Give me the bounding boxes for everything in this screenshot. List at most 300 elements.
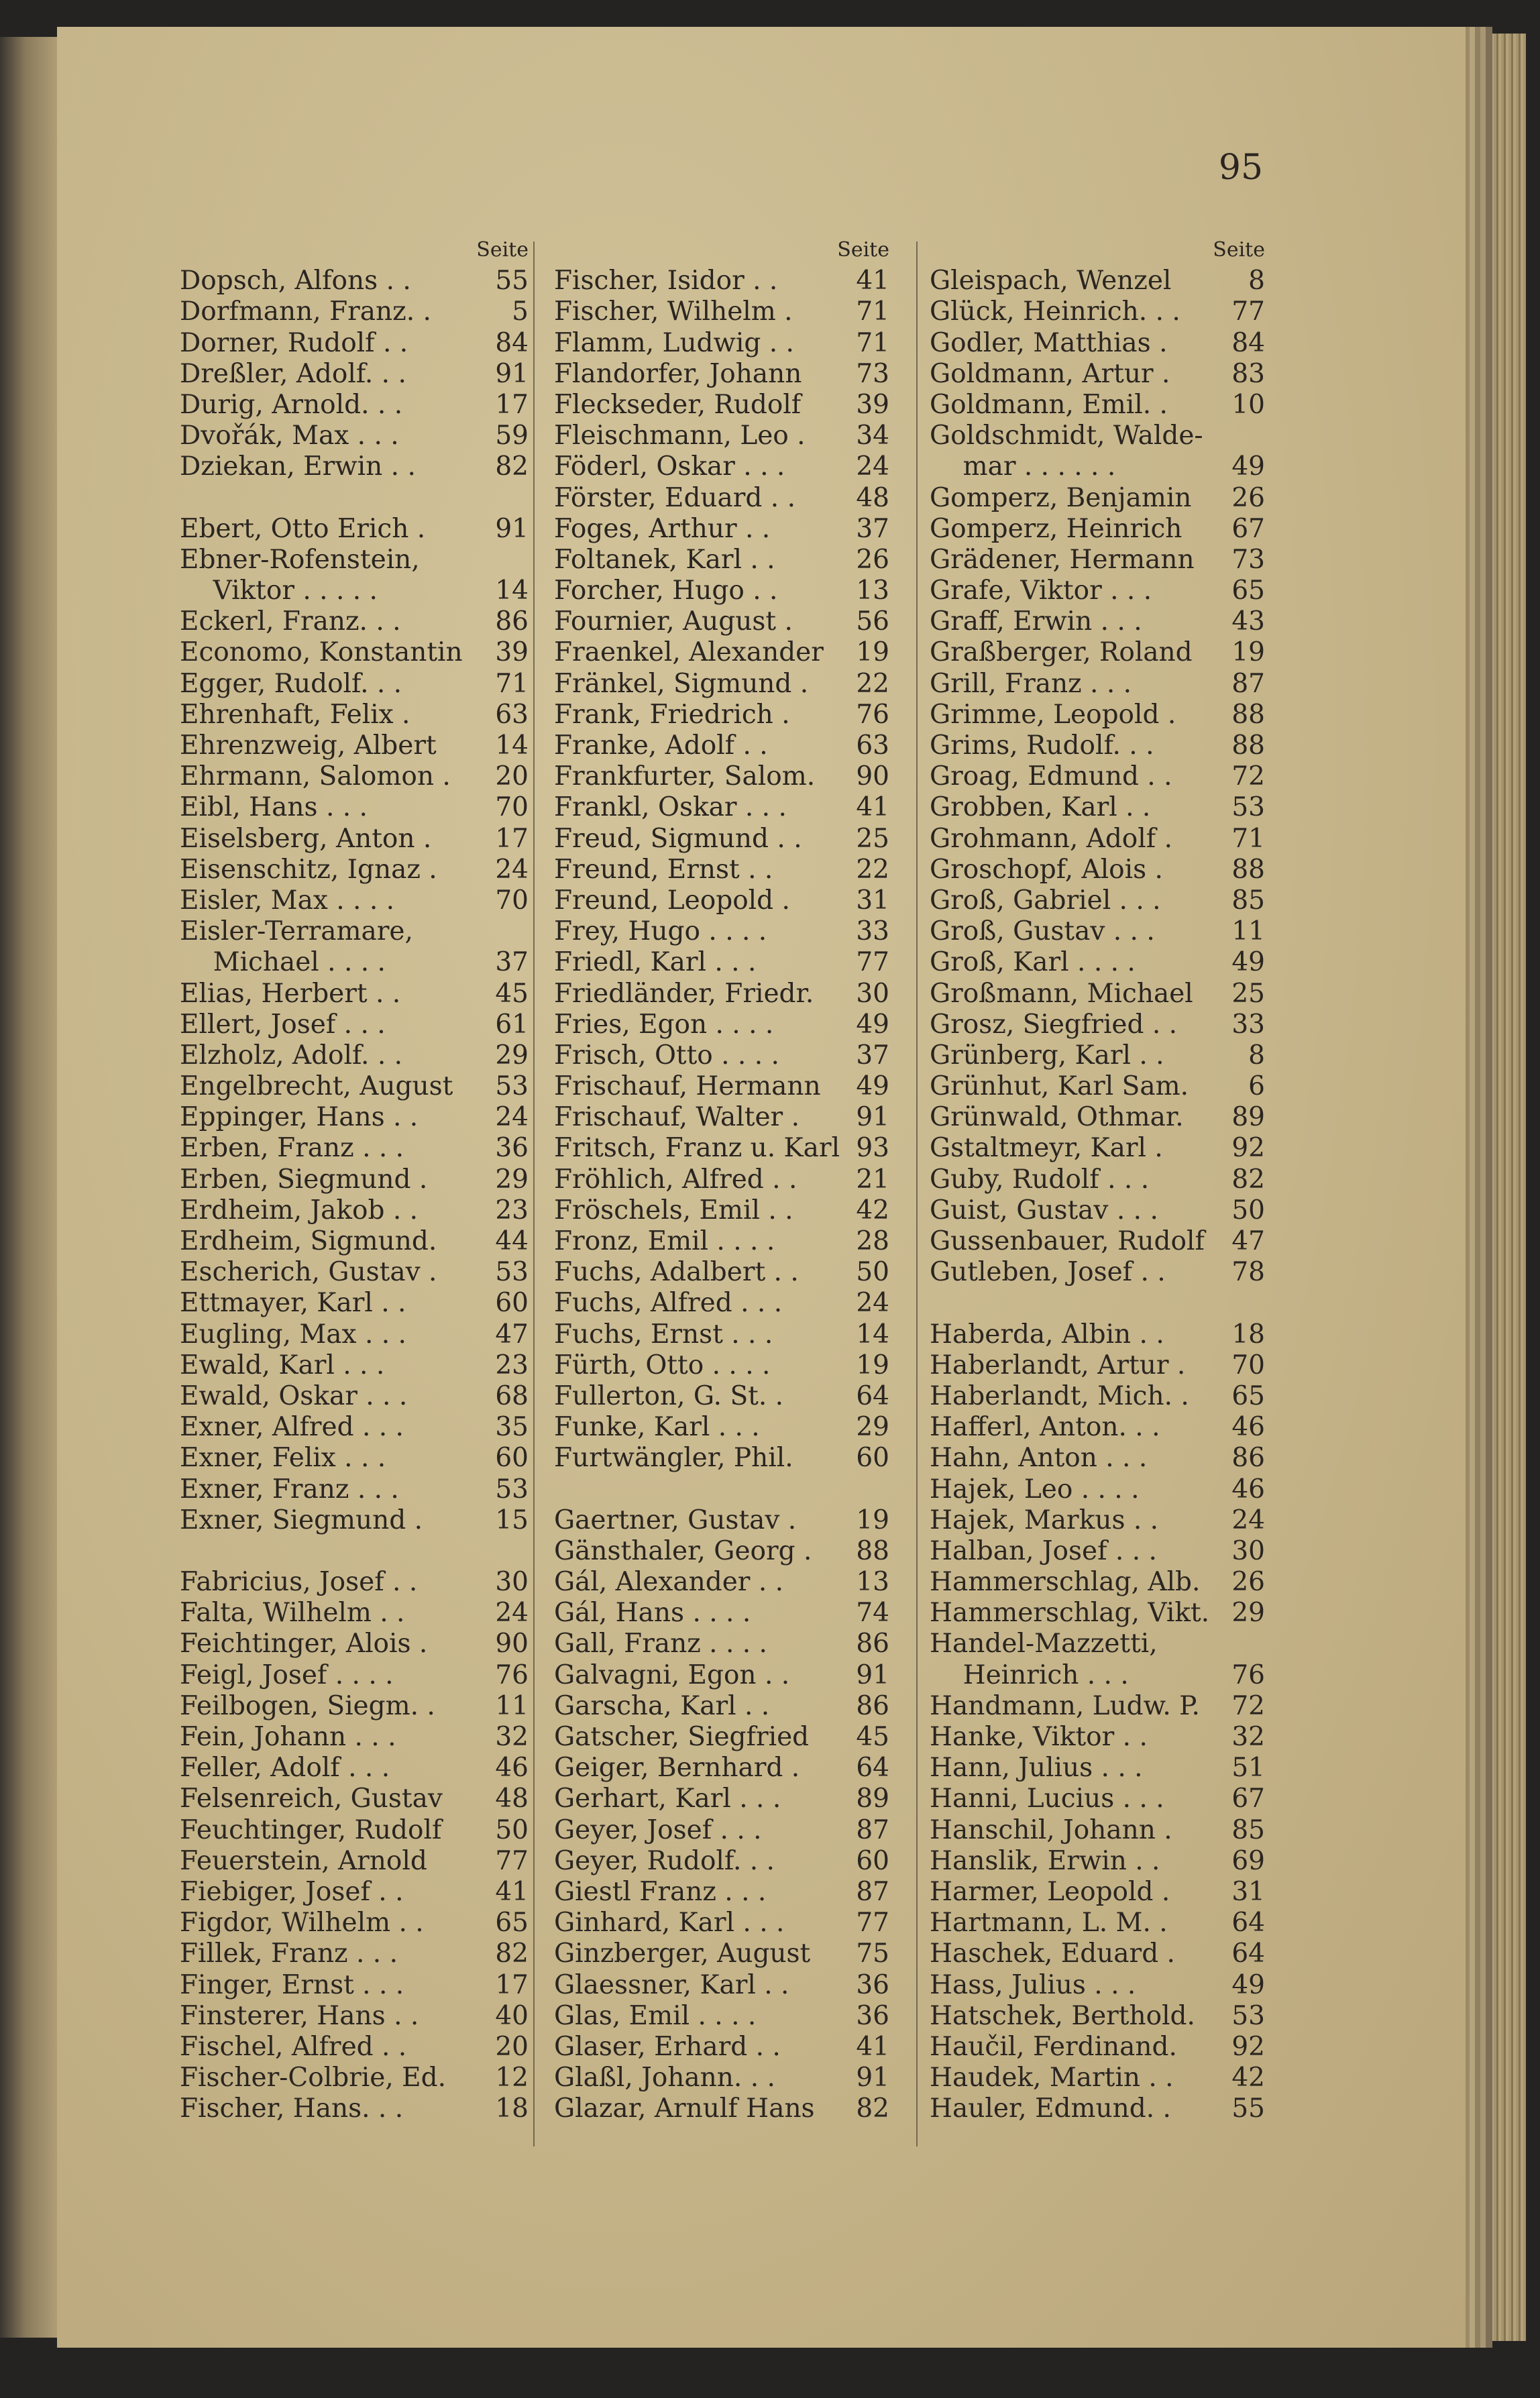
entry-page: 19 [856, 1350, 889, 1380]
entry-page: 36 [856, 1969, 889, 2000]
entry-page: 71 [856, 327, 889, 358]
entry-page: 53 [495, 1257, 529, 1288]
entry-name: Graff, Erwin . . . [930, 606, 1142, 637]
entry-name: Hafferl, Anton. . . [930, 1412, 1160, 1443]
entry-page: 82 [856, 2093, 889, 2124]
entry-name: Eisler-Terramare, [180, 916, 413, 947]
index-entry [554, 1877, 889, 1908]
entry-name: Hanni, Lucius . . . [930, 1784, 1164, 1814]
index-entry [180, 1505, 529, 1536]
entry-name: Haschek, Eduard . [930, 1939, 1175, 1969]
entry-page: 22 [856, 854, 889, 885]
index-entry [554, 2001, 889, 2032]
entry-name: Gutleben, Josef . . [930, 1257, 1166, 1288]
entry-name: Gomperz, Benjamin [930, 482, 1192, 513]
entry-page: 64 [1231, 1939, 1265, 1969]
index-entry [930, 792, 1265, 823]
entry-name: Glas, Emil . . . . [554, 2000, 757, 2031]
entry-page: 91 [856, 2063, 889, 2093]
entry-name: Escherich, Gustav . [180, 1257, 437, 1288]
entry-name: Grosz, Siegfried . . [930, 1009, 1178, 1040]
entry-name: Exner, Siegmund . [180, 1505, 423, 1535]
entry-page: 28 [856, 1226, 889, 1256]
index-entry [930, 761, 1265, 792]
entry-page: 88 [1231, 854, 1265, 885]
section-gap [180, 483, 529, 514]
entry-name: Fröhlich, Alfred . . [554, 1164, 798, 1195]
index-entry [930, 669, 1265, 700]
index-entry [930, 390, 1265, 421]
index-entry [180, 1257, 529, 1288]
index-column-1 [180, 235, 529, 2124]
entry-page: 43 [1231, 606, 1265, 637]
entry-page: 49 [1231, 947, 1265, 978]
entry-page: 77 [856, 947, 889, 978]
index-entry [930, 1939, 1265, 1969]
index-entry [930, 451, 1265, 482]
entry-name: Elias, Herbert . . [180, 978, 401, 1009]
index-entry [554, 1815, 889, 1846]
entry-page: 77 [856, 1908, 889, 1939]
index-entry [930, 296, 1265, 327]
index-entry [930, 266, 1265, 296]
entry-page [1227, 421, 1265, 451]
entry-page: 44 [495, 1226, 529, 1256]
entry-page: 86 [856, 1690, 889, 1721]
entry-name: Falta, Wilhelm . . [180, 1598, 405, 1629]
entry-name: Grünberg, Karl . . [930, 1040, 1164, 1071]
entry-page: 46 [1231, 1412, 1265, 1443]
entry-page: 26 [1231, 1567, 1265, 1598]
entry-name: Ginhard, Karl . . . [554, 1908, 785, 1939]
entry-name: Goldschmidt, Walde- [930, 421, 1203, 451]
index-entry [930, 1536, 1265, 1567]
entry-name: Gleispach, Wenzel [930, 266, 1172, 296]
entry-name: Fischer, Isidor . . [554, 266, 778, 296]
index-entry [180, 1939, 529, 1969]
entry-page: 70 [495, 792, 529, 823]
index-entry [930, 1381, 1265, 1412]
index-entry [180, 761, 529, 792]
entry-page: 34 [856, 421, 889, 451]
index-entry [554, 2093, 889, 2124]
entry-name: Eisler, Max . . . . [180, 885, 395, 916]
entry-page: 24 [495, 854, 529, 885]
index-entry [930, 483, 1265, 514]
entry-page: 50 [856, 1257, 889, 1288]
index-entry [554, 947, 889, 978]
entry-page: 11 [1231, 916, 1265, 947]
index-entry [554, 483, 889, 514]
entry-page: 77 [1231, 296, 1265, 327]
entry-page: 19 [856, 1505, 889, 1535]
index-entry [180, 266, 529, 296]
entry-name: Fröschels, Emil . . [554, 1195, 793, 1225]
entry-page: 23 [495, 1195, 529, 1225]
index-entry [554, 824, 889, 855]
index-entry [930, 2032, 1265, 2063]
index-entry [180, 451, 529, 482]
entry-name: Gstaltmeyr, Karl . [930, 1133, 1163, 1164]
entry-name: Hahn, Anton . . . [930, 1443, 1148, 1474]
entry-page: 91 [495, 358, 529, 389]
index-entry [180, 1443, 529, 1474]
index-entry [180, 1133, 529, 1164]
entry-name: Feigl, Josef . . . . [180, 1659, 394, 1690]
entry-name: Gussenbauer, Rudolf [930, 1226, 1205, 1256]
entry-name: Freund, Ernst . . [554, 854, 773, 885]
entry-name: Groschopf, Alois . [930, 854, 1163, 885]
index-entry [180, 1226, 529, 1257]
index-entry [554, 637, 889, 668]
entry-page: 17 [495, 823, 529, 854]
index-entry [554, 359, 889, 390]
column-header-seite: Seite [476, 238, 529, 262]
index-entry [554, 1010, 889, 1040]
entry-name: Groß, Gabriel . . . [930, 885, 1161, 916]
entry-name: Hajek, Leo . . . . [930, 1474, 1140, 1505]
index-entry [930, 1133, 1265, 1164]
entry-name: Eisenschitz, Ignaz . [180, 854, 437, 885]
index-entry [180, 576, 529, 606]
entry-page: 29 [1231, 1598, 1265, 1629]
entry-name: Fuchs, Alfred . . . [554, 1288, 783, 1319]
index-entry [180, 1102, 529, 1133]
index-entry [930, 1257, 1265, 1288]
entry-name: Heinrich . . . [930, 1659, 1129, 1690]
entry-name: Handel-Mazzetti, [930, 1629, 1158, 1659]
index-entry [180, 1350, 529, 1381]
entry-page: 68 [495, 1380, 529, 1411]
index-entry [930, 328, 1265, 359]
entry-page: 14 [495, 730, 529, 761]
entry-name: Exner, Franz . . . [180, 1474, 399, 1505]
entry-page: 41 [856, 792, 889, 823]
index-entry [554, 1691, 889, 1722]
entry-name: Gerhart, Karl . . . [554, 1784, 781, 1814]
entry-name: Funke, Karl . . . [554, 1412, 760, 1443]
index-entry [180, 1815, 529, 1846]
entry-name: Fischer, Wilhelm . [554, 296, 793, 327]
index-entry [180, 1474, 529, 1505]
entry-page: 76 [1231, 1659, 1265, 1690]
entry-page: 53 [1231, 792, 1265, 823]
entry-page: 86 [495, 606, 529, 637]
entry-name: Durig, Arnold. . . [180, 389, 403, 420]
entry-name: Erben, Siegmund . [180, 1164, 428, 1195]
index-entry [554, 855, 889, 885]
index-entry [554, 1536, 889, 1567]
entry-page: 88 [1231, 699, 1265, 730]
entry-name: Figdor, Wilhelm . . [180, 1908, 424, 1939]
entry-page: 82 [495, 1939, 529, 1969]
entry-name: Foltanek, Karl . . [554, 544, 775, 575]
entry-page: 25 [856, 823, 889, 854]
entry-page: 64 [856, 1380, 889, 1411]
index-entry [180, 1071, 529, 1102]
entry-page: 24 [495, 1598, 529, 1629]
entry-page: 6 [1248, 1071, 1265, 1102]
index-entry [930, 1567, 1265, 1598]
entry-name: Glaser, Erhard . . [554, 2031, 781, 2062]
entry-page: 40 [495, 2000, 529, 2031]
entry-name: Fleckseder, Rudolf [554, 389, 802, 420]
entry-page: 85 [1231, 885, 1265, 916]
index-entry [554, 916, 889, 947]
entry-name: Grobben, Karl . . [930, 792, 1151, 823]
index-entry [554, 606, 889, 637]
entry-page: 49 [856, 1071, 889, 1102]
entry-name: Grimme, Leopold . [930, 699, 1176, 730]
entry-page: 73 [1231, 544, 1265, 575]
entry-page: 91 [856, 1659, 889, 1690]
entry-name: Ehrmann, Salomon . [180, 761, 451, 792]
entry-page: 42 [1231, 2063, 1265, 2093]
entry-page: 87 [856, 1814, 889, 1845]
index-entry [554, 1505, 889, 1536]
column-header-seite: Seite [837, 238, 889, 262]
index-entry [930, 2001, 1265, 2032]
entry-name: Erdheim, Jakob . . [180, 1195, 419, 1225]
entry-page: 49 [1231, 451, 1265, 482]
index-entry [180, 2093, 529, 2124]
index-entry [180, 1784, 529, 1814]
entry-name: Finsterer, Hans . . [180, 2000, 419, 2031]
entry-page: 72 [1231, 1690, 1265, 1721]
entry-name: Eppinger, Hans . . [180, 1102, 419, 1133]
entry-page: 89 [1231, 1102, 1265, 1133]
entry-page: 21 [856, 1164, 889, 1195]
entry-name: Fein, Johann . . . [180, 1722, 396, 1752]
entry-name: Furtwängler, Phil. [554, 1443, 793, 1474]
entry-page: 93 [856, 1133, 889, 1164]
index-entry [930, 606, 1265, 637]
index-entry [554, 730, 889, 761]
index-entry [930, 1691, 1265, 1722]
index-entry [554, 1629, 889, 1659]
entry-page: 13 [856, 576, 889, 606]
entry-page: 18 [495, 2093, 529, 2124]
entry-page: 46 [1231, 1474, 1265, 1505]
entry-name: Friedl, Karl . . . [554, 947, 757, 978]
index-entry [554, 2063, 889, 2093]
entry-page: 77 [495, 1845, 529, 1876]
entry-name: Goldmann, Artur . [930, 358, 1170, 389]
entry-page: 64 [1231, 1908, 1265, 1939]
entry-name: Feichtinger, Alois . [180, 1629, 428, 1659]
index-entry [930, 1815, 1265, 1846]
entry-page: 29 [856, 1412, 889, 1443]
entry-page: 50 [495, 1814, 529, 1845]
entry-name: Viktor . . . . . [180, 576, 378, 606]
index-entry [930, 2063, 1265, 2093]
entry-name: Hanslik, Erwin . . [930, 1845, 1160, 1876]
entry-name: Frischauf, Hermann [554, 1071, 821, 1102]
index-entry [554, 1722, 889, 1753]
entry-name: Grünhut, Karl Sam. [930, 1071, 1189, 1102]
index-entry [180, 1195, 529, 1226]
index-entry [930, 1319, 1265, 1350]
entry-page: 18 [1231, 1319, 1265, 1350]
index-entry [930, 855, 1265, 885]
entry-name: Groß, Gustav . . . [930, 916, 1155, 947]
entry-page: 71 [856, 296, 889, 327]
entry-name: Ehrenhaft, Felix . [180, 699, 410, 730]
entry-page: 14 [856, 1319, 889, 1350]
entry-name: Frankfurter, Salom. [554, 761, 816, 792]
index-entry [180, 2001, 529, 2032]
index-entry [930, 1660, 1265, 1691]
entry-name: Flamm, Ludwig . . [554, 327, 794, 358]
entry-name: Frisch, Otto . . . . [554, 1040, 779, 1071]
entry-name: Grill, Franz . . . [930, 668, 1132, 699]
entry-page: 47 [495, 1319, 529, 1350]
index-entry [930, 1877, 1265, 1908]
entry-page: 65 [495, 1908, 529, 1939]
index-entry [930, 916, 1265, 947]
entry-name: Dorner, Rudolf . . [180, 327, 408, 358]
index-entry [930, 1846, 1265, 1877]
entry-page: 89 [856, 1784, 889, 1814]
entry-page: 78 [1231, 1257, 1265, 1288]
index-entry [180, 1722, 529, 1753]
entry-name: Exner, Felix . . . [180, 1443, 386, 1474]
index-entry [930, 637, 1265, 668]
entry-page: 76 [856, 699, 889, 730]
entry-page: 70 [1231, 1350, 1265, 1380]
index-entry [930, 1598, 1265, 1629]
entry-page: 74 [856, 1598, 889, 1629]
entry-page: 71 [1231, 823, 1265, 854]
entry-name: Freud, Sigmund . . [554, 823, 802, 854]
entry-name: Hammerschlag, Alb. [930, 1567, 1201, 1598]
entry-page: 39 [856, 389, 889, 420]
entry-name: Förster, Eduard . . [554, 482, 795, 513]
index-entry [930, 947, 1265, 978]
entry-name: Haberlandt, Mich. . [930, 1380, 1189, 1411]
entry-name: Gomperz, Heinrich [930, 513, 1182, 544]
entry-name: Eugling, Max . . . [180, 1319, 406, 1350]
entry-name: Ehrenzweig, Albert [180, 730, 437, 761]
entry-name: Exner, Alfred . . . [180, 1412, 404, 1443]
index-entry [930, 824, 1265, 855]
entry-name: Hajek, Markus . . [930, 1505, 1159, 1535]
entry-page: 48 [856, 482, 889, 513]
entry-name: Frankl, Oskar . . . [554, 792, 787, 823]
index-entry [930, 1412, 1265, 1443]
index-entry [180, 1319, 529, 1350]
entry-name: Dziekan, Erwin . . [180, 451, 416, 482]
entry-name: Halban, Josef . . . [930, 1535, 1157, 1566]
index-entry [554, 296, 889, 327]
entry-page [491, 916, 529, 947]
entry-page: 53 [495, 1071, 529, 1102]
index-entry [930, 1226, 1265, 1257]
index-entry [554, 514, 889, 545]
entry-page: 8 [1248, 1040, 1265, 1071]
index-entry [930, 1010, 1265, 1040]
index-entry [180, 1629, 529, 1659]
index-entry [554, 1226, 889, 1257]
entry-page: 48 [495, 1784, 529, 1814]
index-entry [180, 979, 529, 1010]
entry-page: 5 [512, 296, 529, 327]
entry-name: Fabricius, Josef . . [180, 1567, 418, 1598]
entry-page: 47 [1231, 1226, 1265, 1256]
entry-page: 17 [495, 389, 529, 420]
entry-name: Ellert, Josef . . . [180, 1009, 386, 1040]
entry-page: 51 [1231, 1753, 1265, 1784]
entry-name: Fuchs, Adalbert . . [554, 1257, 799, 1288]
entry-page: 31 [856, 885, 889, 916]
entry-page: 13 [856, 1567, 889, 1598]
entry-name: Dopsch, Alfons . . [180, 266, 411, 296]
entry-name: Fraenkel, Alexander [554, 637, 824, 668]
entry-page: 49 [1231, 1969, 1265, 2000]
entry-name: Hartmann, L. M. . [930, 1908, 1168, 1939]
entry-name: Hammerschlag, Vikt. [930, 1598, 1210, 1629]
index-entry [180, 885, 529, 916]
entry-name: Geiger, Bernhard . [554, 1753, 800, 1784]
index-entry [554, 1319, 889, 1350]
entry-page: 45 [495, 978, 529, 1009]
entry-page: 19 [856, 637, 889, 668]
entry-name: Guist, Gustav . . . [930, 1195, 1158, 1225]
index-entry [930, 359, 1265, 390]
entry-name: Ebner-Rofenstein, [180, 544, 420, 575]
entry-page: 45 [856, 1722, 889, 1752]
entry-page: 50 [1231, 1195, 1265, 1225]
entry-page: 61 [495, 1009, 529, 1040]
entry-page: 42 [856, 1195, 889, 1225]
entry-name: Fuchs, Ernst . . . [554, 1319, 773, 1350]
entry-name: Egger, Rudolf. . . [180, 668, 402, 699]
entry-page: 22 [856, 668, 889, 699]
entry-page: 41 [856, 266, 889, 296]
entry-page: 85 [1231, 1814, 1265, 1845]
index-entry [930, 1164, 1265, 1195]
index-entry [180, 1598, 529, 1629]
section-gap [554, 1474, 889, 1505]
entry-name: Finger, Ernst . . . [180, 1969, 404, 2000]
entry-page: 60 [495, 1288, 529, 1319]
entry-page: 49 [856, 1009, 889, 1040]
entry-name: Ettmayer, Karl . . [180, 1288, 406, 1319]
index-column-3 [930, 235, 1265, 2124]
entry-page: 41 [856, 2031, 889, 2062]
entry-name: Giestl Franz . . . [554, 1876, 767, 1907]
entry-name: Fries, Egon . . . . [554, 1009, 774, 1040]
entry-name: Frank, Friedrich . [554, 699, 790, 730]
entry-page: 15 [495, 1505, 529, 1535]
index-entry [180, 545, 529, 576]
entry-name: Fischer, Hans. . . [180, 2093, 404, 2124]
entry-name: Freund, Leopold . [554, 885, 790, 916]
entry-page: 84 [495, 327, 529, 358]
entry-name: Geyer, Rudolf. . . [554, 1845, 775, 1876]
entry-page: 26 [1231, 482, 1265, 513]
index-entry [930, 1040, 1265, 1071]
entry-name: Fiebiger, Josef . . [180, 1876, 404, 1907]
entry-name: Franke, Adolf . . [554, 730, 768, 761]
index-entry [180, 2063, 529, 2093]
index-entry [554, 1195, 889, 1226]
entry-page: 87 [1231, 668, 1265, 699]
index-entry [554, 421, 889, 451]
index-entry [180, 1010, 529, 1040]
entry-name: Glaßl, Johann. . . [554, 2063, 775, 2093]
entry-name: Harmer, Leopold . [930, 1876, 1170, 1907]
